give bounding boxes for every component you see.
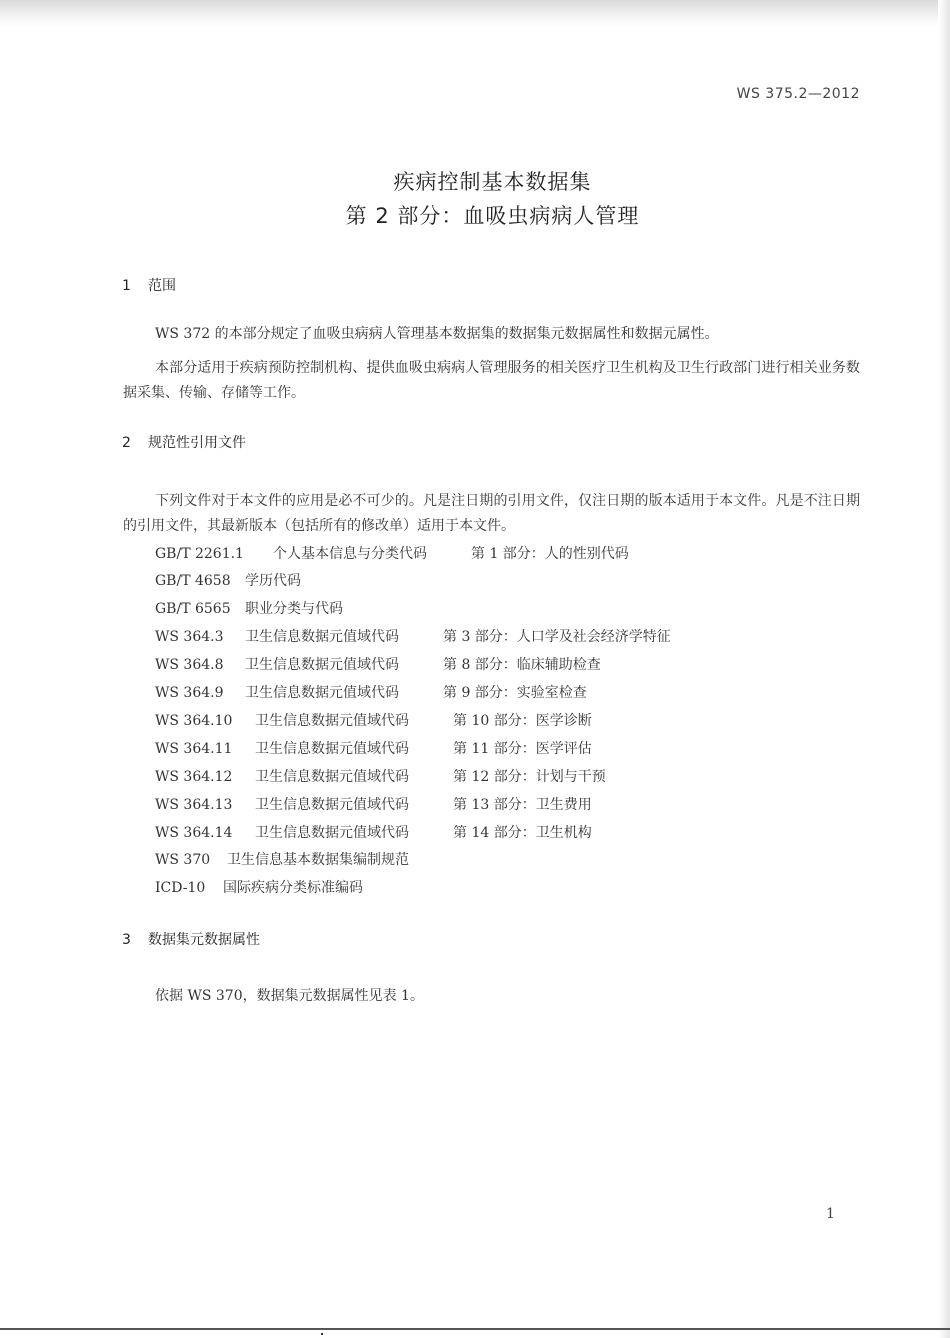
reference-item [155,849,409,869]
reference-code: GB/T 6565 [155,601,231,617]
section-title: 范围 [148,278,176,294]
reference-item [155,626,671,646]
reference-part: 第 9 部分：实验室检查 [443,685,587,701]
section-number: 3 [122,932,131,948]
section-number: 2 [122,435,131,451]
reference-code: WS 364.3 [155,629,224,645]
reference-item [155,877,363,897]
reference-part: 第 1 部分：人的性别代码 [471,546,629,562]
reference-code: ICD-10 [155,880,206,896]
reference-title: 卫生信息数据元值域代码 [245,685,399,701]
reference-item [155,543,629,563]
reference-code: WS 364.12 [155,769,233,785]
reference-item [155,738,592,758]
reference-part: 第 10 部分：医学诊断 [453,713,592,729]
reference-title: 卫生信息数据元值域代码 [255,797,409,813]
reference-item [155,654,601,674]
reference-code: WS 364.10 [155,713,233,729]
reference-code: WS 364.13 [155,797,233,813]
reference-code: WS 364.8 [155,657,224,673]
section-heading-scope [122,275,176,295]
scope-paragraph-2: 本部分适用于疾病预防控制机构、提供血吸虫病病人管理服务的相关医疗卫生机构及卫生行政部门进行相关业务数据采集、传输、存储等工作。 [123,360,860,401]
reference-item [155,598,343,618]
reference-title: 职业分类与代码 [245,601,343,617]
reference-title: 卫生信息数据元值域代码 [255,825,409,841]
reference-part: 第 12 部分：计划与干预 [453,769,606,785]
reference-code: WS 364.11 [155,741,233,757]
reference-item [155,710,592,730]
page-number: 1 [826,1206,835,1222]
reference-part: 第 14 部分：卫生机构 [453,825,592,841]
reference-code: WS 370 [155,852,211,868]
section-heading-metadata [122,929,260,949]
metadata-text: 依据 WS 370，数据集元数据属性见表 1。 [155,988,424,1004]
references-intro: 下列文件对于本文件的应用是必不可少的。凡是注日期的引用文件，仅注日期的版本适用于本文件。凡是不注日期的引用文件，其最新版本（包括所有的修改单）适用于本文件。 [123,493,860,534]
reference-code: WS 364.14 [155,825,233,841]
reference-title: 卫生信息数据元值域代码 [245,629,399,645]
reference-title: 卫生信息数据元值域代码 [255,769,409,785]
reference-part: 第 13 部分：卫生费用 [453,797,592,813]
reference-title: 卫生信息数据元值域代码 [255,713,409,729]
reference-item [155,570,301,590]
reference-title: 卫生信息基本数据集编制规范 [227,852,409,868]
reference-title: 学历代码 [245,573,301,589]
scope-paragraph-1: WS 372 的本部分规定了血吸虫病病人管理基本数据集的数据集元数据属性和数据元属性。 [155,326,719,342]
bottom-rule [0,1328,950,1330]
reference-item [155,822,592,842]
reference-part: 第 11 部分：医学评估 [453,741,592,757]
reference-title: 卫生信息数据元值域代码 [255,741,409,757]
section-number: 1 [122,278,131,294]
reference-code: WS 364.9 [155,685,224,701]
scan-speck [321,1333,323,1335]
reference-part: 第 3 部分：人口学及社会经济学特征 [443,629,671,645]
document-title: 疾病控制基本数据集 [393,170,592,194]
reference-item [155,766,606,786]
scan-shadow-top [0,0,950,28]
section-title: 规范性引用文件 [148,435,246,451]
reference-code: GB/T 4658 [155,573,231,589]
section-heading-references [122,432,246,452]
reference-title: 卫生信息数据元值域代码 [245,657,399,673]
reference-code: GB/T 2261.1 [155,546,244,562]
reference-item [155,794,592,814]
section-title: 数据集元数据属性 [148,932,260,948]
standard-number: WS 375.2—2012 [736,86,860,102]
reference-item [155,682,587,702]
reference-title: 国际疾病分类标准编码 [223,880,363,896]
document-subtitle: 第 2 部分：血吸虫病病人管理 [345,204,640,228]
reference-part: 第 8 部分：临床辅助检查 [443,657,601,673]
reference-title: 个人基本信息与分类代码 [273,546,427,562]
